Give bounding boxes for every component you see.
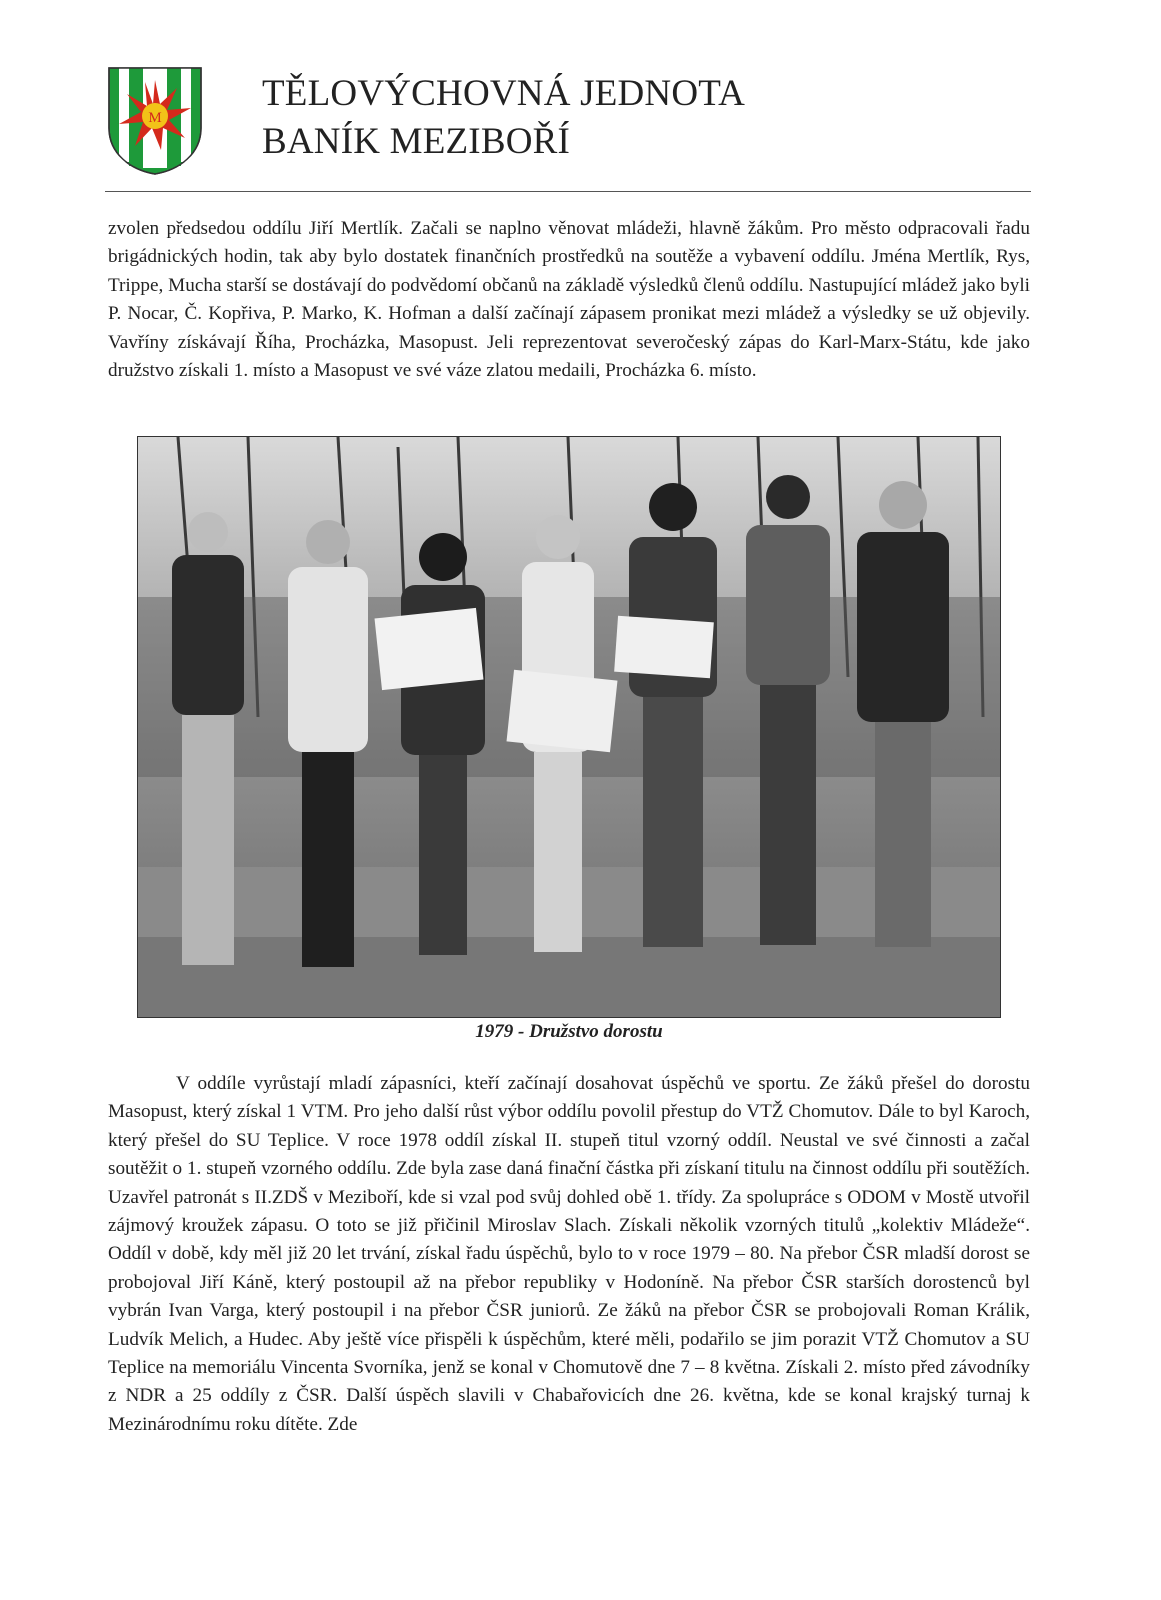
paragraph-1 [108, 215, 1030, 385]
page-title [262, 70, 745, 166]
club-crest-logo [107, 66, 203, 176]
title-line-2: BANÍK MEZIBOŘÍ [262, 121, 571, 162]
crest-letter: M [148, 110, 162, 126]
header-divider [105, 191, 1031, 192]
photo-caption: 1979 - Družstvo dorostu [475, 1021, 663, 1042]
paragraph-2 [108, 1070, 1030, 1439]
paragraph-2-text: V oddíle vyrůstají mladí zápasníci, kteří začínají dosahovat úspěchů ve sportu. Ze žáků přešel do dorostu Masopust, který získal 1 VTM. Pro jeho další růst výbor oddílu povolil přestup do VTŽ Chomutov. Dále to byl Karoch, který přešel do SU Teplice. V roce 1978 oddíl získal II. stupeň titul vzorný oddíl. Neustal ve své činnosti a začal soutěžit o 1. stupeň vzorného oddílu. Zde byla zase daná finační částka při získaní titulu na činnost oddílu při soutěžích. Uzavřel patronát s II.ZDŠ v Meziboří, kde si vzal pod svůj dohled obě 1. třídy. Za spolupráce s ODOM v Mostě utvořil zájmový kroužek zápasu. O toto se již přičinil Miroslav Slach. Získali několik vzorných titulů „kolektiv Mládeže“. Oddíl v době, kdy měl již 20 let trvání, získal řadu úspěchů, bylo to v roce 1979 – 80. Na přebor ČSR mladší dorost se probojoval Jiří Káně, který postoupil až na přebor republiky v Hodoníně. Na přebor ČSR starších dorostenců byl vybrán Ivan Varga, který postoupil i na přebor ČSR juniorů. Ze žáků na přebor ČSR se probojovali Roman Králik, Ludvík Melich, a Hudec. Aby ještě více přispěli k úspěchům, které měli, podařilo se jim porazit VTŽ Chomutov a SU Teplice na memoriálu Vincenta Svorníka, jenž se konal v Chomutově dne 7 – 8 května. Získali 2. místo před závodníky z NDR a 25 oddíly z ČSR. Další úspěch slavili v Chabařovicích dne 26. května, kde se konal krajský turnaj k Mezinárodnímu roku dítěte. Zde [108, 1073, 1030, 1435]
paragraph-1-text: zvolen předsedou oddílu Jiří Mertlík. Začali se naplno věnovat mládeži, hlavně žákům. Pro město odpracovali řadu brigádnických hodin, tak aby bylo dostatek finančních prostředků na soutěže a vybavení oddílu. Jména Mertlík, Rys, Trippe, Mucha starší se dostávají do podvědomí občanů na základě výsledků členů oddílu. Nastupující mládež jako byli P. Nocar, Č. Kopřiva, P. Marko, K. Hofman a další začínají zápasem pronikat mezi mládež a výsledky se už objevily. Vavříny získávají Říha, Procházka, Masopust. Jeli reprezentovat severočeský zápas do Karl-Marx-Státu, kde jako družstvo získali 1. místo a Masopust ve své váze zlatou medaili, Procházka 6. místo. [108, 218, 1030, 382]
title-line-1: TĚLOVÝCHOVNÁ JEDNOTA [262, 73, 746, 114]
team-photo [137, 436, 1001, 1018]
